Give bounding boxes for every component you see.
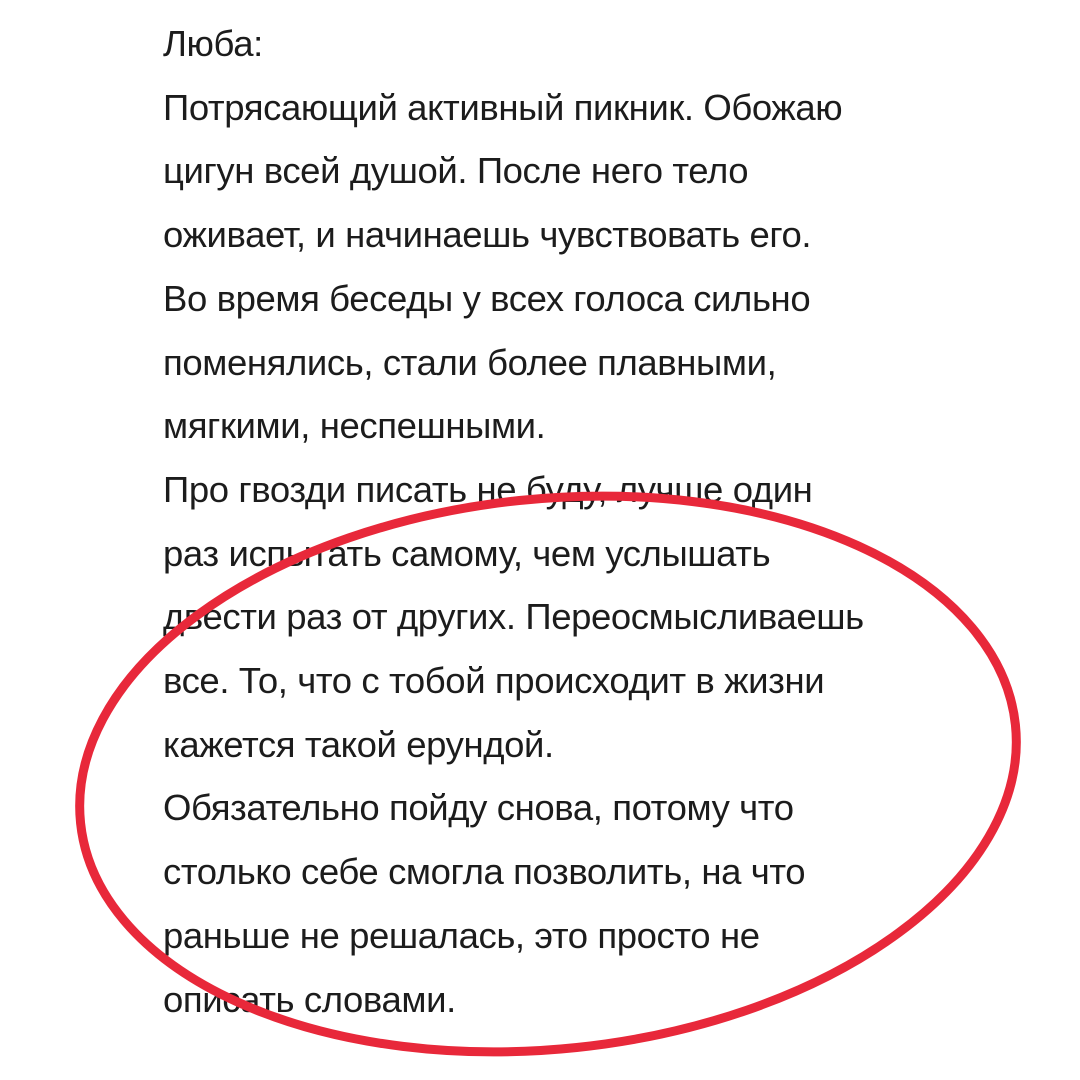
text-line: цигун всей душой. После него тело: [163, 150, 749, 192]
text-line: Про гвозди писать не буду, лучше один: [163, 468, 813, 510]
text-line: Обязательно пойду снова, потому что: [163, 787, 794, 829]
author-label: Люба:: [163, 23, 263, 64]
text-line: оживает, и начинаешь чувствовать его.: [163, 214, 812, 256]
text-line: Потрясающий активный пикник. Обожаю: [163, 86, 843, 128]
text-line: поменялись, стали более плавными,: [163, 341, 777, 383]
text-line: описать словами.: [163, 978, 456, 1020]
text-line: столько себе смогла позволить, на что: [163, 851, 806, 893]
text-line: кажется такой ерундой.: [163, 723, 554, 765]
text-line: раз испытать самому, чем услышать: [163, 532, 771, 574]
text-line: Во время беседы у всех голоса сильно: [163, 277, 811, 319]
text-line: мягкими, неспешными.: [163, 405, 546, 447]
testimonial-text: [163, 12, 1043, 1031]
text-line: двести раз от других. Переосмысливаешь: [163, 596, 864, 638]
text-line: раньше не решалась, это просто не: [163, 914, 760, 956]
text-line: все. То, что с тобой происходит в жизни: [163, 660, 825, 702]
